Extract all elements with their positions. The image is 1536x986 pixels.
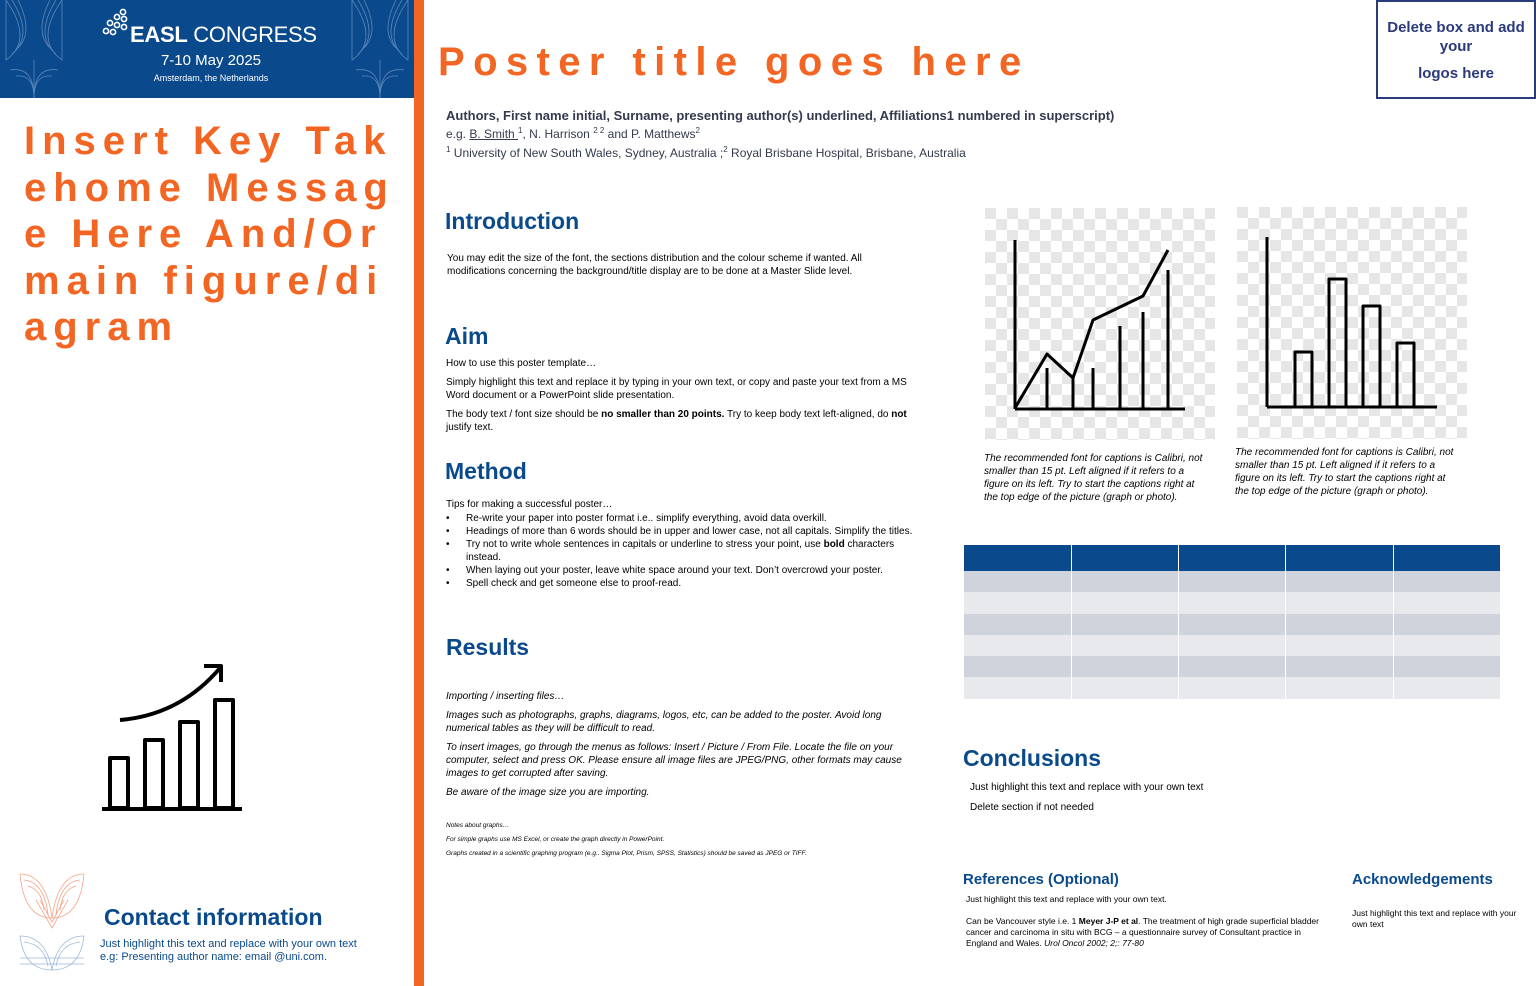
contact-email[interactable]: e.g: Presenting author name: email @uni.com. xyxy=(100,951,328,963)
table-cell[interactable] xyxy=(1393,656,1500,677)
table-cell[interactable] xyxy=(1286,614,1393,635)
logo-placeholder-box[interactable] xyxy=(1376,0,1536,99)
method-bullet: • Headings of more than 6 words should be in upper and lower case, not all capitals. Simplify the titles. xyxy=(446,525,916,538)
logo-box-label: Delete box and add your xyxy=(1387,19,1525,55)
table-row xyxy=(964,614,1501,635)
method-title: Method xyxy=(445,458,527,484)
table-cell[interactable] xyxy=(1286,571,1393,592)
table-cell[interactable] xyxy=(1393,614,1500,635)
aim-text[interactable]: How to use this poster template… Simply highlight this text and replace it by typing in your own text, or copy and paste your text from a MS Word document or a PowerPoint slide presentation. The body text / font size should be no smaller than 20 points. Try to keep body text left-aligned, do not justify text. xyxy=(446,358,907,433)
table-row xyxy=(964,592,1501,613)
table-cell[interactable] xyxy=(964,635,1071,656)
table-cell[interactable] xyxy=(964,677,1071,698)
key-takehome-message[interactable]: Insert Key Takehome Message Here And/Or main figure/diagram xyxy=(24,119,395,349)
table-cell[interactable] xyxy=(1071,656,1178,677)
table-cell[interactable] xyxy=(1071,592,1178,613)
introduction-text[interactable]: You may edit the size of the font, the sections distribution and the colour scheme if wanted. All modifications concerning the background/title display are to be done at a Master Slide level. xyxy=(447,253,862,277)
graph-note[interactable]: Graphs created in a scientific graphing program (e.g.. Sigma Plot, Prism, SPSS, Statistics) should be saved as JPEG or TIFF. xyxy=(446,850,807,857)
easl-dots-logo-icon xyxy=(102,8,132,36)
method-bullet: • Try not to write whole sentences in capitals or underline to stress your point, use bold characters instead. xyxy=(446,538,916,564)
table-cell[interactable] xyxy=(1179,635,1286,656)
table-row xyxy=(964,677,1501,698)
acknowledgements-text[interactable]: Just highlight this text and replace with your own text xyxy=(1352,908,1517,929)
table-cell[interactable] xyxy=(1286,656,1393,677)
aim-title: Aim xyxy=(445,323,489,349)
logo-box-label-2: logos here xyxy=(1418,65,1494,82)
references-title: References (Optional) xyxy=(963,871,1119,888)
conclusions-text[interactable]: Just highlight this text and replace with your own text Delete section if not needed xyxy=(970,782,1204,813)
congress-dates: 7-10 May 2025 xyxy=(160,52,262,69)
figure-caption-left[interactable]: The recommended font for captions is Calibri, not smaller than 15 pt. Left aligned if it refers to a figure on its left. Try to start the captions right at the top edge of the picture (graph or photo). xyxy=(984,453,1203,503)
poster-title[interactable]: Poster title goes here xyxy=(438,40,1030,84)
authors-heading[interactable]: Authors, First name initial, Surname, presenting author(s) underlined, Affiliations1 numbered in superscript) xyxy=(446,108,1115,123)
table-cell[interactable] xyxy=(1393,635,1500,656)
table-cell[interactable] xyxy=(1071,677,1178,698)
method-bullet: • When laying out your poster, leave white space around your text. Don’t overcrowd your poster. xyxy=(446,564,916,577)
tulip-pattern-icon xyxy=(346,0,414,98)
results-text[interactable]: Importing / inserting files… Images such as photographs, graphs, diagrams, logos, etc, can be added to the poster. Avoid long numerical tables as they will be difficult to read. To insert images, go through the menus as follows: Insert / Picture / From File. Locate the file on your computer, select and press OK. Please ensure all image files are JPEG/PNG, other formats may cause images to get corrupted after saving. Be aware of the image size you are importing. xyxy=(446,691,902,798)
bar-chart-icon[interactable] xyxy=(1237,207,1467,439)
bar-chart-growth-icon xyxy=(100,660,245,815)
line-bar-chart-icon[interactable] xyxy=(985,208,1215,440)
graph-note[interactable]: For simple graphs use MS Excel, or create the graph directly in PowerPoint. xyxy=(446,836,665,843)
table-header-row xyxy=(964,545,1501,571)
introduction-title: Introduction xyxy=(445,208,580,234)
affiliations[interactable]: $^1$ University of New South Wales, Sydney, Australia ;$^2$ Royal Brisbane Hospital, Brisbane, Australia xyxy=(446,145,966,160)
conclusions-title: Conclusions xyxy=(963,745,1102,771)
table-cell[interactable] xyxy=(1179,592,1286,613)
table-cell[interactable] xyxy=(1179,677,1286,698)
table-row xyxy=(964,656,1501,677)
divider-bar xyxy=(414,0,424,986)
table-cell[interactable] xyxy=(1286,592,1393,613)
table-cell[interactable] xyxy=(1179,614,1286,635)
table-cell[interactable] xyxy=(1071,635,1178,656)
references-text[interactable]: Just highlight this text and replace with your own text. Can be Vancouver style i.e. 1 Meyer J-P et al. The treatment of high grade superficial bladder cancer and carcinoma in situ with BCG – a questionnaire survey of Consultant practice in England and Wales. Urol Oncol 2002; 2;: 77-80 xyxy=(966,894,1319,948)
table-cell[interactable] xyxy=(964,571,1071,592)
figure-caption-right[interactable]: The recommended font for captions is Calibri, not smaller than 15 pt. Left aligned if it refers to a figure on its left. Try to start the captions right at the top edge of the picture (graph or photo). xyxy=(1235,447,1454,497)
graph-note[interactable]: Notes about graphs… xyxy=(446,822,510,829)
contact-title: Contact information xyxy=(104,904,323,930)
left-column xyxy=(0,0,414,986)
table-row xyxy=(964,635,1501,656)
table-cell[interactable] xyxy=(1286,677,1393,698)
table-cell[interactable] xyxy=(1071,614,1178,635)
table-cell[interactable] xyxy=(964,592,1071,613)
method-bullet: • Re-write your paper into poster format i.e.. simplify everything, avoid data overkill. xyxy=(446,512,916,525)
table-header-cell[interactable] xyxy=(964,545,1071,571)
method-bullet: • Spell check and get someone else to proof-read. xyxy=(446,577,916,590)
tulip-pattern-icon xyxy=(0,0,68,98)
data-table[interactable] xyxy=(964,545,1501,699)
tulip-pattern-icon xyxy=(16,870,88,974)
table-cell[interactable] xyxy=(964,656,1071,677)
method-text[interactable]: Tips for making a successful poster… • Re-write your paper into poster format i.e.. simplify everything, avoid data overkill. • Headings of more than 6 words should be in upper and lower case, not all capitals. Simplify the titles. • Try not to write whole sentences in capitals or underline to stress your point, use bold characters instead. • When laying out your poster, leave white space around your text. Don’t overcrowd your poster. • Spell check and get someone else to proof-read. xyxy=(446,498,916,590)
table-row xyxy=(964,571,1501,592)
table-cell[interactable] xyxy=(1179,656,1286,677)
results-title: Results xyxy=(446,634,530,660)
table-cell[interactable] xyxy=(1071,571,1178,592)
table-header-cell[interactable] xyxy=(1071,545,1178,571)
table-cell[interactable] xyxy=(1179,571,1286,592)
table-header-cell[interactable] xyxy=(1179,545,1286,571)
table-cell[interactable] xyxy=(964,614,1071,635)
table-header-cell[interactable] xyxy=(1393,545,1500,571)
congress-place: Amsterdam, the Netherlands xyxy=(153,73,269,83)
authors-example[interactable]: e.g. B. Smith $^1$, N. Harrison $^{2 2}$ and P. Matthews$^2$ xyxy=(446,126,700,141)
congress-banner xyxy=(0,0,414,98)
table-cell[interactable] xyxy=(1286,635,1393,656)
contact-text[interactable]: Just highlight this text and replace with your own text xyxy=(100,938,357,950)
table-cell[interactable] xyxy=(1393,571,1500,592)
table-header-cell[interactable] xyxy=(1286,545,1393,571)
congress-brand: EASL CONGRESS xyxy=(130,22,317,47)
table-cell[interactable] xyxy=(1393,592,1500,613)
table-cell[interactable] xyxy=(1393,677,1500,698)
acknowledgements-title: Acknowledgements xyxy=(1352,871,1493,888)
